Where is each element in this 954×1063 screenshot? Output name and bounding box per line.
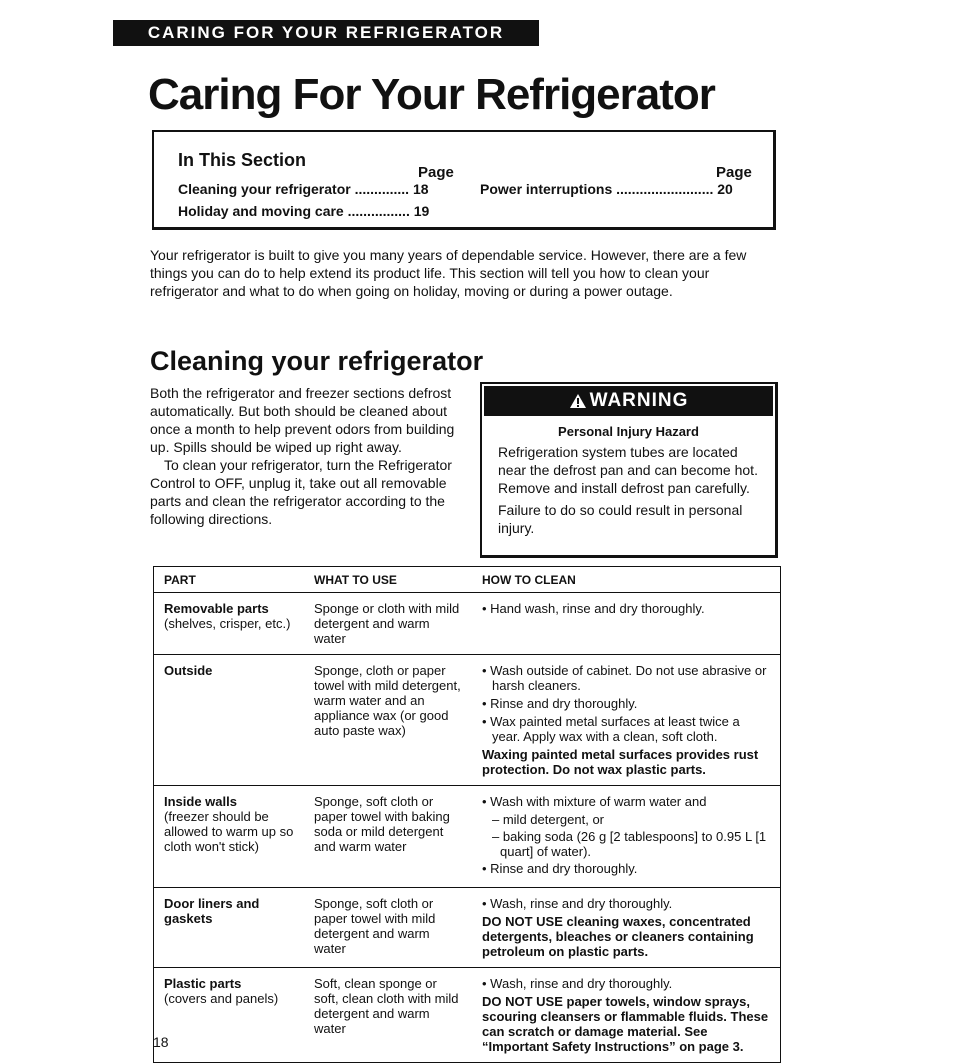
- part-name: Inside walls: [164, 794, 237, 809]
- body-paragraph-2: To clean your refrigerator, turn the Refrigerator Control to OFF, unplug it, take out all removable parts and clean the refrigerator according to the following directions.: [150, 457, 452, 527]
- what-to-use: Sponge, soft cloth or paper towel with mild detergent and warm water: [304, 888, 472, 968]
- section-banner: CARING FOR YOUR REFRIGERATOR: [113, 20, 539, 46]
- toc-heading: In This Section: [178, 150, 307, 170]
- page-number: 18: [153, 1034, 169, 1050]
- table-row: [154, 968, 781, 1063]
- toc-box: [152, 130, 776, 230]
- part-name: Removable parts: [164, 601, 269, 616]
- toc-item-cleaning[interactable]: Cleaning your refrigerator .............. 18: [178, 181, 429, 197]
- part-name: Door liners and gaskets: [164, 896, 260, 926]
- hazard-title: Personal Injury Hazard: [558, 424, 699, 439]
- how-caution: DO NOT USE paper towels, window sprays, scouring cleansers or flammable fluids. These can scratch or damage material. See “Important Safety Instructions” on page 3.: [482, 994, 769, 1054]
- part-name: Plastic parts: [164, 976, 242, 991]
- how-step: • Wash, rinse and dry thoroughly.: [482, 976, 673, 991]
- table-header-row: [154, 567, 781, 593]
- how-caution: Waxing painted metal surfaces provides rust protection. Do not wax plastic parts.: [482, 747, 759, 777]
- part-note: (covers and panels): [164, 991, 279, 1006]
- header-how-to-clean: HOW TO CLEAN: [472, 567, 781, 593]
- toc-item-power[interactable]: Power interruptions ......................... 20: [480, 181, 733, 197]
- table-row: [154, 786, 781, 888]
- how-step: • Wash, rinse and dry thoroughly.: [482, 896, 673, 911]
- toc-page-label-right: Page: [716, 164, 752, 181]
- how-step: • Wash outside of cabinet. Do not use abrasive or harsh cleaners.: [482, 663, 767, 693]
- how-step: • Rinse and dry thoroughly.: [482, 696, 638, 711]
- part-note: (shelves, crisper, etc.): [164, 616, 291, 631]
- how-substep: – mild detergent, or: [492, 812, 605, 827]
- how-step: • Hand wash, rinse and dry thoroughly.: [482, 601, 705, 616]
- how-step: • Wax painted metal surfaces at least twice a year. Apply wax with a clean, soft cloth.: [482, 714, 740, 744]
- toc-item-holiday[interactable]: Holiday and moving care ................ 19: [178, 203, 430, 219]
- table-row: [154, 593, 781, 655]
- intro-text: Your refrigerator is built to give you many years of dependable service. However, there are a few things you can do to help extend its product life. This section will tell you how to clean your refrigerator and what to do when going on holiday, moving or during a power outage.: [150, 247, 747, 299]
- page-title: Caring For Your Refrigerator: [148, 70, 715, 119]
- what-to-use: Sponge, soft cloth or paper towel with baking soda or mild detergent and warm water: [304, 786, 472, 888]
- section-body: [150, 384, 460, 528]
- cleaning-table: [153, 566, 781, 1063]
- header-what-to-use: WHAT TO USE: [304, 567, 472, 593]
- how-caution: DO NOT USE cleaning waxes, concentrated detergents, bleaches or cleaners containing petroleum on plastic parts.: [482, 914, 754, 959]
- table-row: [154, 888, 781, 968]
- warning-text-1: Refrigeration system tubes are located near the defrost pan and can become hot. Remove and install defrost pan carefully.: [498, 444, 758, 496]
- part-name: Outside: [164, 663, 213, 678]
- table-row: [154, 655, 781, 786]
- toc-page-label-left: Page: [418, 164, 454, 181]
- how-step: • Wash with mixture of warm water and: [482, 794, 707, 809]
- what-to-use: Soft, clean sponge or soft, clean cloth with mild detergent and warm water: [304, 968, 472, 1063]
- body-paragraph-1: Both the refrigerator and freezer sections defrost automatically. But both should be cleaned about once a month to help prevent odors from building up. Spills should be wiped up right away.: [150, 385, 455, 455]
- warning-triangle-icon: [569, 393, 587, 409]
- warning-bar: WARNING: [484, 386, 773, 416]
- section-heading: Cleaning your refrigerator: [150, 346, 484, 376]
- what-to-use: Sponge, cloth or paper towel with mild detergent, warm water and an appliance wax (or good auto paste wax): [304, 655, 472, 786]
- header-part: PART: [154, 567, 305, 593]
- what-to-use: Sponge or cloth with mild detergent and warm water: [304, 593, 472, 655]
- warning-box: [480, 382, 778, 558]
- warning-text-2: Failure to do so could result in personal injury.: [498, 502, 743, 536]
- how-step: • Rinse and dry thoroughly.: [482, 861, 638, 876]
- how-substep: – baking soda (26 g [2 tablespoons] to 0.95 L [1 quart] of water).: [492, 829, 767, 859]
- part-note: (freezer should be allowed to warm up so cloth won't stick): [164, 809, 294, 854]
